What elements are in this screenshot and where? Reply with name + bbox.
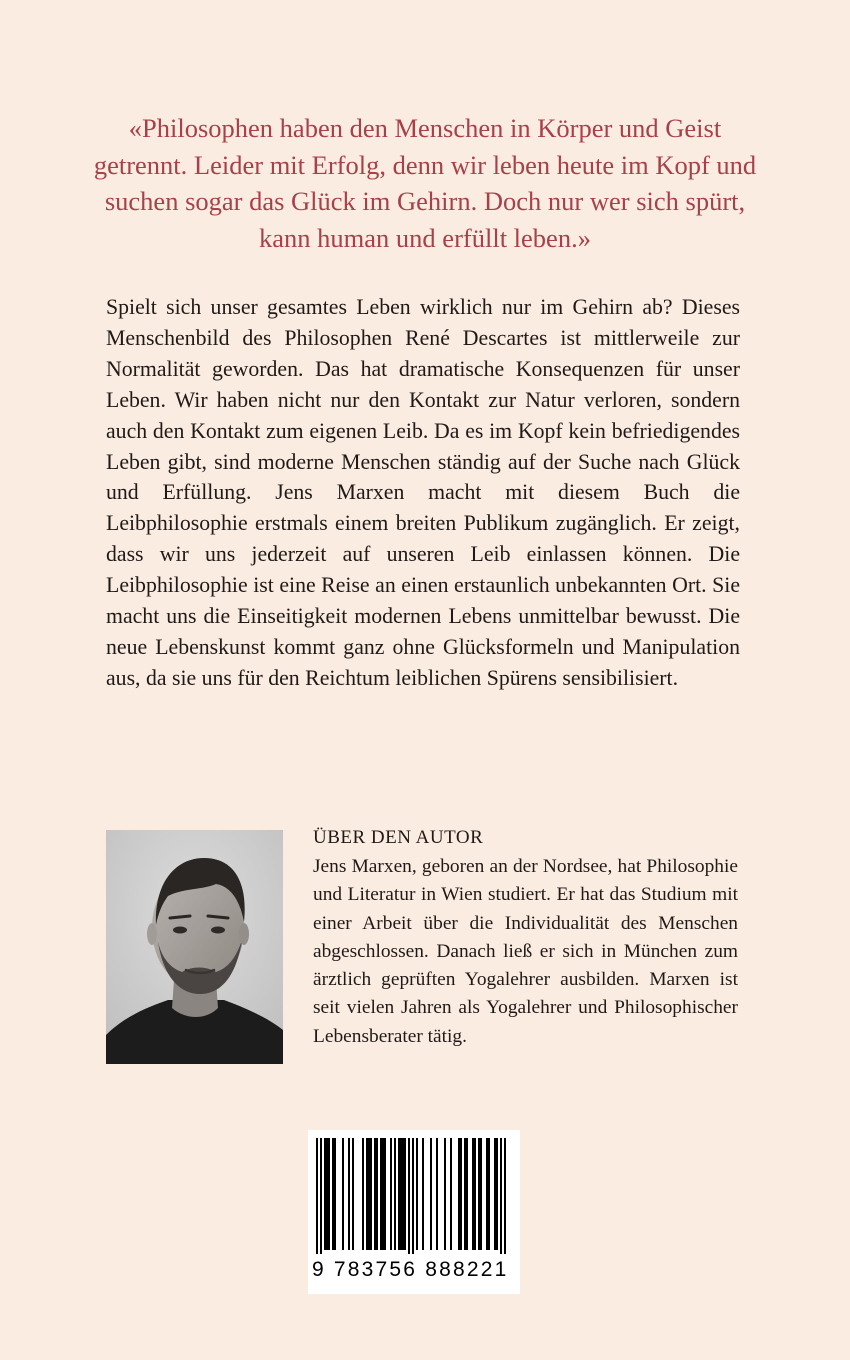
barcode-bar: [404, 1138, 406, 1250]
barcode-bar: [328, 1138, 330, 1250]
barcode-bar: [500, 1138, 502, 1254]
barcode-bar: [374, 1138, 376, 1250]
barcode-bar: [332, 1138, 334, 1250]
barcode-bar: [486, 1138, 488, 1250]
book-description: Spielt sich unser gesamtes Leben wirklich nur im Gehirn ab? Dieses Menschenbild des Philosophen René Descartes ist mittlerweile zur Normalität geworden. Das hat dramatische Konsequenzen für unser Leben. Wir haben nicht nur den Kontakt zur Natur verloren, sondern auch den Kontakt zum eigenen Leib. Da es im Kopf kein befriedigendes Leben gibt, sind moderne Menschen ständig auf der Suche nach Glück und Erfüllung. Jens Marxen macht mit diesem Buch die Leibphilosophie erstmals einem breiten Publikum zugänglich. Er zeigt, dass wir uns jederzeit auf unseren Leib einlassen können. Die Leibphilosophie ist eine Reise an einen erstaunlich unbekannten Ort. Sie macht uns die Einseitigkeit modernen Lebens unmittelbar bewusst. Die neue Lebenskunst kommt ganz ohne Glücksformeln und Manipulation aus, da sie uns für den Reichtum leiblichen Spürens sensibilisiert.: [106, 295, 740, 690]
barcode-bar: [412, 1138, 414, 1254]
barcode-bar: [474, 1138, 476, 1250]
barcode-bar: [366, 1138, 368, 1250]
barcode-bar: [394, 1138, 396, 1250]
barcode-bar: [400, 1138, 402, 1250]
author-section-heading: ÜBER DEN AUTOR: [313, 827, 484, 848]
barcode-bar: [472, 1138, 474, 1250]
isbn-barcode: [308, 1130, 520, 1294]
barcode-bar: [382, 1138, 384, 1250]
barcode-bar: [324, 1138, 326, 1250]
barcode-bar: [408, 1138, 410, 1254]
barcode-bar: [450, 1138, 452, 1250]
barcode-bar: [362, 1138, 364, 1250]
barcode-bar: [398, 1138, 400, 1250]
barcode-bar: [376, 1138, 378, 1250]
barcode-bar: [480, 1138, 482, 1250]
barcode-bar: [430, 1138, 432, 1250]
barcode-bar: [422, 1138, 424, 1250]
barcode-bar: [416, 1138, 418, 1250]
barcode-bars: [316, 1138, 512, 1254]
barcode-bar: [402, 1138, 404, 1250]
author-portrait-image: [106, 830, 283, 1064]
barcode-bar: [342, 1138, 344, 1250]
isbn-digits: 9 783756 888221: [312, 1258, 509, 1281]
barcode-bar: [496, 1138, 498, 1250]
barcode-bar: [504, 1138, 506, 1254]
barcode-bar: [444, 1138, 446, 1250]
barcode-bar: [320, 1138, 322, 1254]
barcode-bar: [348, 1138, 350, 1250]
barcode-bar: [352, 1138, 354, 1250]
barcode-bar: [466, 1138, 468, 1250]
barcode-bar: [334, 1138, 336, 1250]
barcode-bar: [384, 1138, 386, 1250]
author-bio: Jens Marxen, geboren an der Nordsee, hat Philosophie und Literatur in Wien studiert. Er hat das Studium mit einer Arbeit über die Individualität des Menschen abgeschlossen. Danach ließ er sich in München zum ärztlich geprüften Yogalehrer ausbilden. Marxen ist seit vielen Jahren als Yogalehrer und Philosophischer Lebensberater tätig.: [313, 856, 738, 1047]
barcode-bar: [458, 1138, 460, 1250]
barcode-bar: [368, 1138, 370, 1250]
barcode-bar: [380, 1138, 382, 1250]
barcode-bar: [494, 1138, 496, 1250]
barcode-bar: [488, 1138, 490, 1250]
barcode-bar: [436, 1138, 438, 1250]
barcode-bar: [370, 1138, 372, 1250]
pull-quote: «Philosophen haben den Menschen in Körper und Geist getrennt. Leider mit Erfolg, denn wir leben heute im Kopf und suchen sogar das Glück im Gehirn. Doch nur wer sich spürt, kann human und erfüllt leben.»: [93, 113, 757, 253]
barcode-bar: [464, 1138, 466, 1250]
barcode-bar: [478, 1138, 480, 1250]
barcode-bar: [460, 1138, 462, 1250]
barcode-bar: [316, 1138, 318, 1254]
barcode-bar: [326, 1138, 328, 1250]
author-photo: [106, 830, 283, 1064]
barcode-bar: [390, 1138, 392, 1250]
